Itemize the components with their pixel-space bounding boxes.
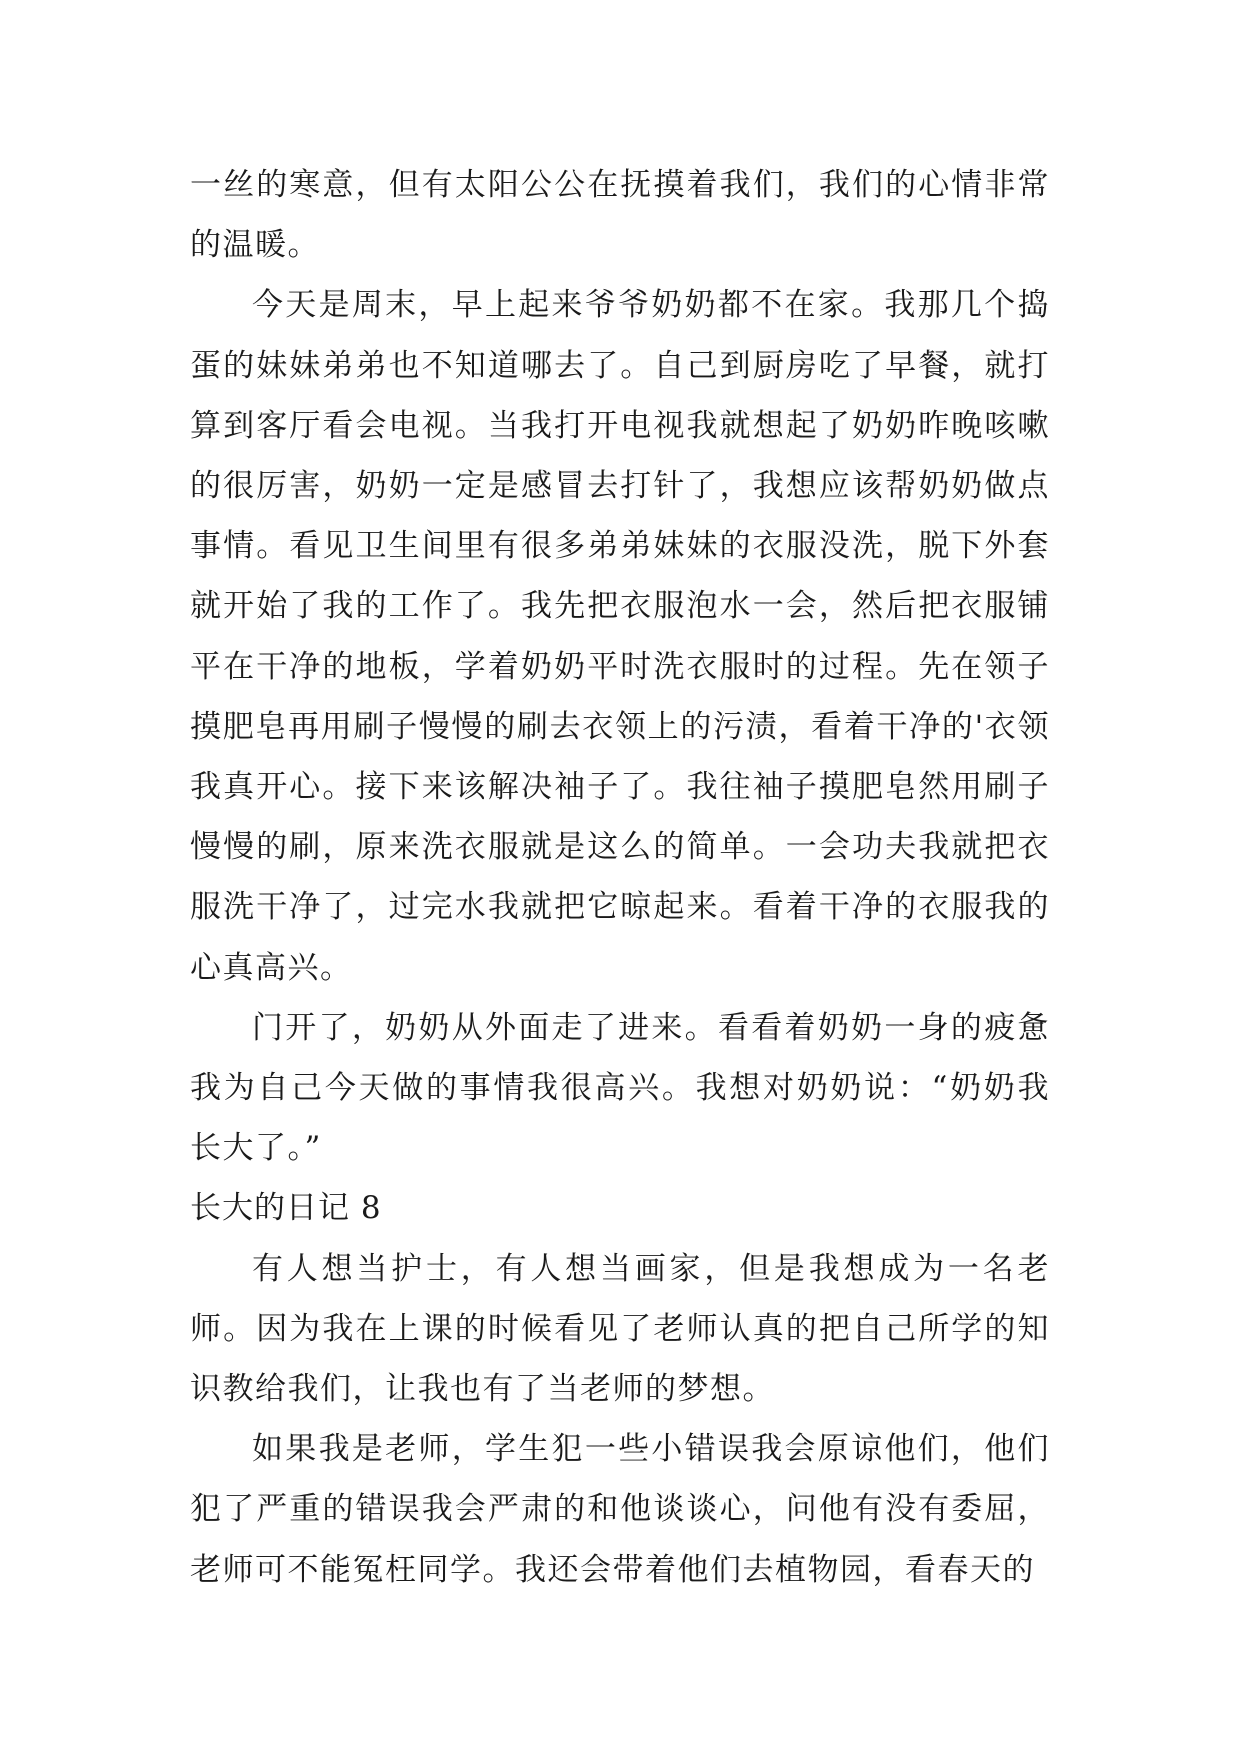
paragraph-1: 一丝的寒意，但有太阳公公在抚摸着我们，我们的心情非常的温暖。 <box>190 167 1050 264</box>
paragraph-4: 有人想当护士，有人想当画家，但是我想成为一名老师。因为我在上课的时候看见了老师认真的把自己所学的知识教给我们，让我也有了当老师的梦想。 <box>190 1250 1050 1408</box>
section-title: 长大的日记 8 <box>190 1190 382 1227</box>
paragraph-3: 门开了，奶奶从外面走了进来。看看着奶奶一身的疲惫我为自己今天做的事情我很高兴。我想对奶奶说：“奶奶我长大了。” <box>190 1009 1050 1167</box>
paragraph-5: 如果我是老师，学生犯一些小错误我会原谅他们，他们犯了严重的错误我会严肃的和他谈谈心，问他有没有委屈，老师可不能冤枉同学。我还会带着他们去植物园，看春天的 <box>190 1431 1050 1588</box>
paragraph-2: 今天是周末，早上起来爷爷奶奶都不在家。我那几个捣蛋的妹妹弟弟也不知道哪去了。自己到厨房吃了早餐，就打算到客厅看会电视。当我打开电视我就想起了奶奶昨晚咳嗽的很厉害，奶奶一定是感冒去打针了，我想应该帮奶奶做点事情。看见卫生间里有很多弟弟妹妹的衣服没洗，脱下外套就开始了我的工作了。我先把衣服泡水一会，然后把衣服铺平在干净的地板，学着奶奶平时洗衣服时的过程。先在领子摸肥皂再用刷子慢慢的刷去衣领上的污渍，看着干净的'衣领我真开心。接下来该解决袖子了。我往袖子摸肥皂然用刷子慢慢的刷，原来洗衣服就是这么的简单。一会功夫我就把衣服洗干净了，过完水我就把它晾起来。看着干净的衣服我的心真高兴。 <box>190 287 1050 986</box>
body-text <box>190 155 1050 1600</box>
